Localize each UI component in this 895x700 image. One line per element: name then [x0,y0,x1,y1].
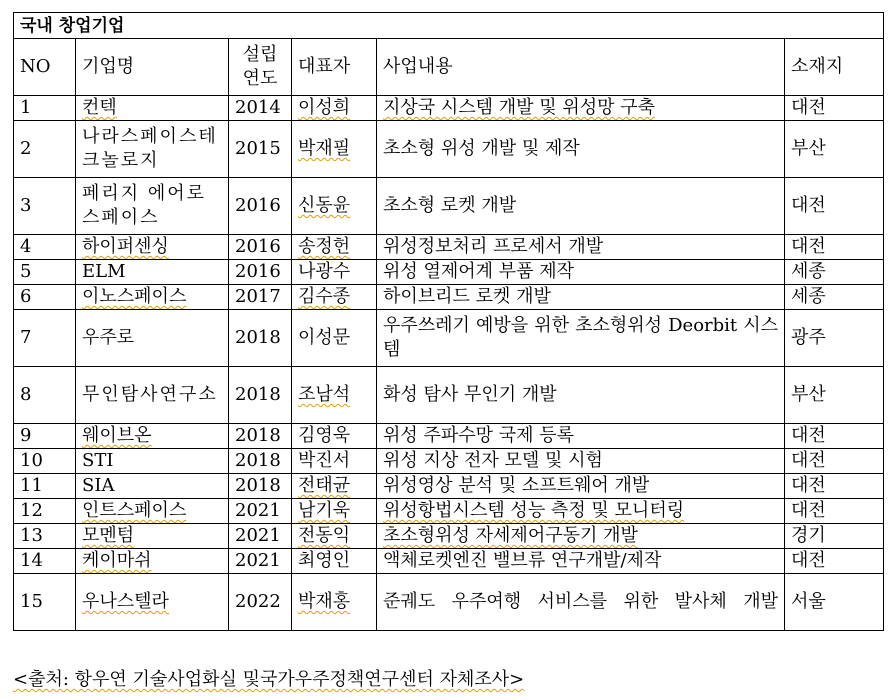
cell-business: 준궤도 우주여행 서비스를 위한 발사체 개발 [377,574,785,631]
cell-company-name: 이노스페이스 [76,285,229,310]
cell-location: 대전 [785,499,884,524]
cell-business: 위성 주파수망 국제 등록 [377,424,785,449]
cell-location: 경기 [785,524,884,549]
header-company-name: 기업명 [76,39,229,96]
table-row [14,96,884,121]
cell-location: 대전 [785,424,884,449]
source-note: <출처: 항우연 기술사업화실 및국가우주정책연구센터 자체조사> [13,669,525,690]
cell-no: 13 [14,524,76,549]
header-ceo: 대표자 [292,39,377,96]
cell-location: 부산 [785,121,884,178]
cell-year: 2018 [229,367,292,424]
cell-location: 대전 [785,96,884,121]
cell-location: 대전 [785,235,884,260]
table-header-row [14,39,884,96]
cell-business: 위성정보처리 프로세서 개발 [377,235,785,260]
cell-business: 화성 탐사 무인기 개발 [377,367,785,424]
cell-ceo: 이성문 [292,310,377,367]
cell-company-name: 우주로 [76,310,229,367]
cell-company-name: 우나스텔라 [76,574,229,631]
cell-year: 2014 [229,96,292,121]
table-row [14,367,884,424]
cell-no: 7 [14,310,76,367]
cell-no: 10 [14,449,76,474]
cell-ceo: 박재필 [292,121,377,178]
cell-ceo: 전동익 [292,524,377,549]
cell-company-name: 무인탐사연구소 [76,367,229,424]
cell-location: 대전 [785,449,884,474]
header-business: 사업내용 [377,39,785,96]
cell-no: 8 [14,367,76,424]
cell-company-name: 나라스페이스테크놀로지 [76,121,229,178]
cell-business: 우주쓰레기 예방을 위한 초소형위성 Deorbit 시스템 [377,310,785,367]
cell-year: 2016 [229,260,292,285]
cell-no: 2 [14,121,76,178]
cell-business: 위성 열제어계 부품 제작 [377,260,785,285]
cell-business: 하이브리드 로켓 개발 [377,285,785,310]
cell-year: 2015 [229,121,292,178]
header-no: NO [14,39,76,96]
cell-company-name: ELM [76,260,229,285]
cell-location: 광주 [785,310,884,367]
cell-business: 초소형 로켓 개발 [377,178,785,235]
cell-ceo: 김수종 [292,285,377,310]
cell-business: 위성영상 분석 및 소프트웨어 개발 [377,474,785,499]
cell-location: 세종 [785,260,884,285]
cell-ceo: 박재홍 [292,574,377,631]
cell-location: 대전 [785,474,884,499]
table-row [14,499,884,524]
cell-ceo: 조남석 [292,367,377,424]
table-row [14,285,884,310]
cell-location: 서울 [785,574,884,631]
cell-business: 지상국 시스템 개발 및 위성망 구축 [377,96,785,121]
table-row [14,449,884,474]
cell-no: 6 [14,285,76,310]
cell-company-name: 웨이브온 [76,424,229,449]
cell-location: 세종 [785,285,884,310]
cell-company-name: 모멘텀 [76,524,229,549]
cell-no: 11 [14,474,76,499]
cell-year: 2016 [229,178,292,235]
cell-ceo: 김영욱 [292,424,377,449]
startup-table [13,12,884,631]
header-location: 소재지 [785,39,884,96]
cell-company-name: 케이마쉬 [76,549,229,574]
cell-location: 대전 [785,549,884,574]
cell-business: 초소형 위성 개발 및 제작 [377,121,785,178]
table-row [14,524,884,549]
cell-year: 2018 [229,424,292,449]
cell-ceo: 전태균 [292,474,377,499]
cell-ceo: 최영인 [292,549,377,574]
cell-business: 위성항법시스템 성능 측정 및 모니터링 [377,499,785,524]
cell-company-name: STI [76,449,229,474]
cell-ceo: 이성희 [292,96,377,121]
table-row [14,574,884,631]
cell-ceo: 박진서 [292,449,377,474]
table-row [14,310,884,367]
header-founded-year: 설립 연도 [229,39,292,96]
cell-no: 9 [14,424,76,449]
cell-no: 14 [14,549,76,574]
cell-no: 12 [14,499,76,524]
table-row [14,260,884,285]
cell-no: 1 [14,96,76,121]
cell-ceo: 송정헌 [292,235,377,260]
cell-company-name: SIA [76,474,229,499]
cell-ceo: 신동윤 [292,178,377,235]
cell-business: 액체로켓엔진 밸브류 연구개발/제작 [377,549,785,574]
cell-year: 2021 [229,499,292,524]
table-title: 국내 창업기업 [14,13,884,39]
cell-no: 15 [14,574,76,631]
table-row [14,424,884,449]
cell-business: 위성 지상 전자 모델 및 시험 [377,449,785,474]
cell-year: 2021 [229,549,292,574]
cell-no: 3 [14,178,76,235]
cell-location: 대전 [785,178,884,235]
cell-year: 2018 [229,474,292,499]
cell-company-name: 하이퍼센싱 [76,235,229,260]
cell-ceo: 남기욱 [292,499,377,524]
cell-company-name: 컨텍 [76,96,229,121]
cell-year: 2016 [229,235,292,260]
cell-company-name: 인트스페이스 [76,499,229,524]
cell-ceo: 나광수 [292,260,377,285]
cell-no: 4 [14,235,76,260]
cell-business: 초소형위성 자세제어구동기 개발 [377,524,785,549]
cell-no: 5 [14,260,76,285]
cell-year: 2018 [229,310,292,367]
table-row [14,474,884,499]
table-row [14,235,884,260]
cell-year: 2022 [229,574,292,631]
cell-location: 부산 [785,367,884,424]
cell-year: 2017 [229,285,292,310]
cell-year: 2018 [229,449,292,474]
table-row [14,121,884,178]
cell-company-name: 페리지 에어로스페이스 [76,178,229,235]
table-row [14,549,884,574]
table-row [14,178,884,235]
cell-year: 2021 [229,524,292,549]
